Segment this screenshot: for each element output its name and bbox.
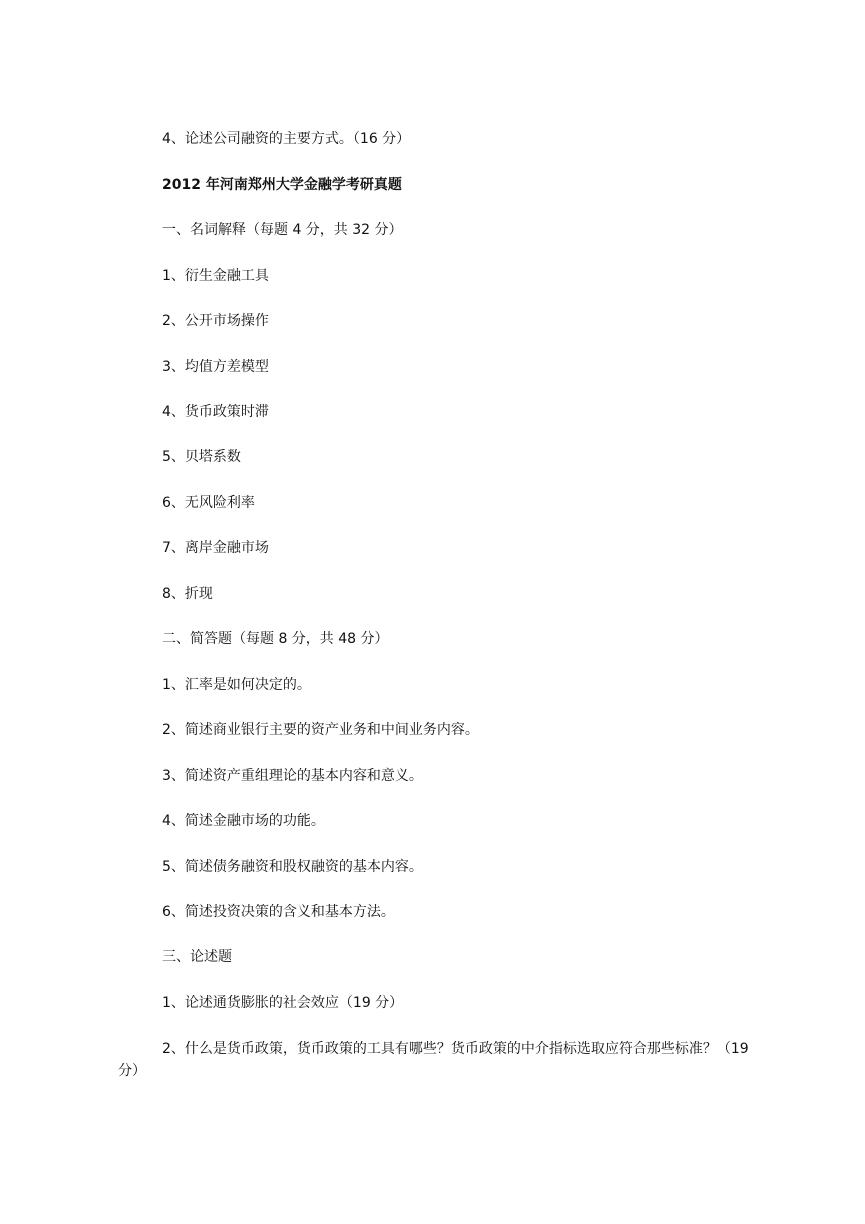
list-item: 1、汇率是如何决定的。 (162, 677, 311, 693)
list-item: 5、简述债务融资和股权融资的基本内容。 (162, 859, 423, 875)
section-heading: 二、简答题（每题 8 分，共 48 分） (162, 631, 389, 647)
list-item: 4、货币政策时滞 (162, 404, 269, 420)
list-item: 2、公开市场操作 (162, 313, 269, 329)
list-item: 4、简述金融市场的功能。 (162, 813, 325, 829)
list-item: 2、什么是货币政策，货币政策的工具有哪些？货币政策的中介指标选取应符合那些标准？（19 分） (118, 1041, 749, 1079)
list-item: 6、简述投资决策的含义和基本方法。 (162, 904, 395, 920)
list-item: 8、折现 (162, 586, 213, 602)
list-item: 6、无风险利率 (162, 495, 255, 511)
list-item: 1、衍生金融工具 (162, 268, 269, 284)
question-text: 4、论述公司融资的主要方式。（16 分） (162, 131, 411, 147)
section-heading: 一、名词解释（每题 4 分，共 32 分） (162, 222, 403, 238)
list-item: 3、简述资产重组理论的基本内容和意义。 (162, 768, 423, 784)
list-item: 5、贝塔系数 (162, 449, 241, 465)
list-item: 1、论述通货膨胀的社会效应（19 分） (162, 995, 404, 1011)
section-heading: 三、论述题 (162, 949, 232, 965)
list-item: 2、简述商业银行主要的资产业务和中间业务内容。 (162, 722, 479, 738)
list-item: 3、均值方差模型 (162, 359, 269, 375)
page-title: 2012 年河南郑州大学金融学考研真题 (162, 177, 402, 193)
list-item: 7、离岸金融市场 (162, 540, 269, 556)
